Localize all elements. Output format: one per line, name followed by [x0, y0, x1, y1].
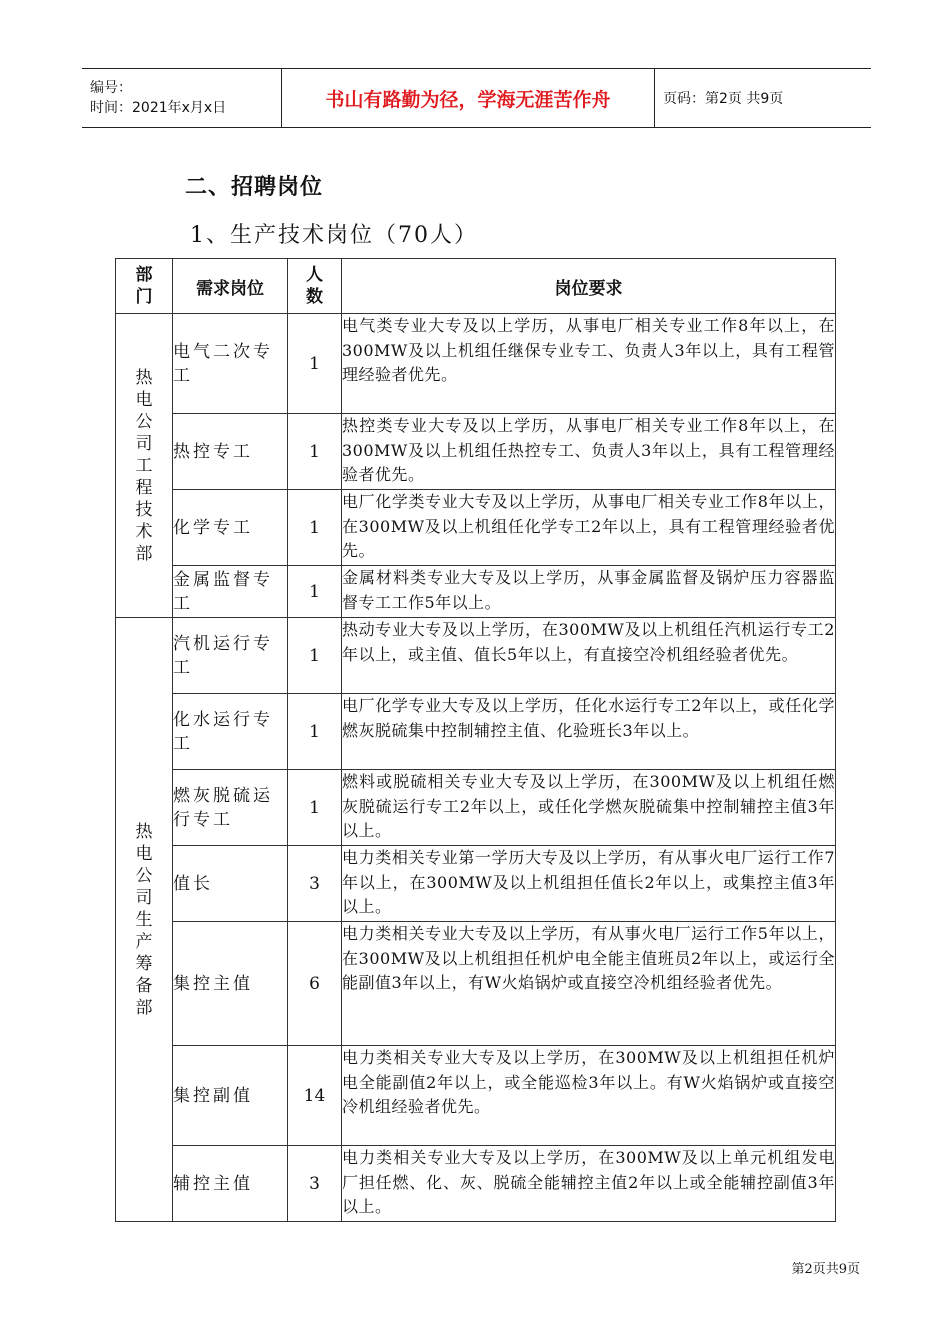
- requirement-cell: 电力类相关专业大专及以上学历，在300MW及以上机组担任机炉电全能副值2年以上，或全能巡检3年以上。有W火焰锅炉或直接空冷机组经验者优先。: [342, 1046, 836, 1146]
- position-cell: 辅控主值: [173, 1146, 288, 1222]
- requirement-cell: 热动专业大专及以上学历，在300MW及以上机组任汽机运行专工2年以上，或主值、值长5年以上，有直接空冷机组经验者优先。: [342, 618, 836, 694]
- header-count: 人数: [288, 259, 342, 314]
- dept-cell: 热电公司工程技术部: [116, 314, 173, 618]
- table-row: [116, 846, 836, 922]
- header-page-label: 页码：第2页 共9页: [663, 91, 784, 107]
- table-row: [116, 490, 836, 566]
- count-cell: 1: [288, 314, 342, 414]
- header-motto-cell: [282, 69, 655, 127]
- header-dept: 部门: [116, 259, 173, 314]
- requirement-cell: 电力类相关专业大专及以上学历，有从事火电厂运行工作5年以上，在300MW及以上机组担任机炉电全能主值班员2年以上，或运行全能副值3年以上，有W火焰锅炉或直接空冷机组经验者优先。: [342, 922, 836, 1046]
- requirement-cell: 燃料或脱硫相关专业大专及以上学历，在300MW及以上机组任燃灰脱硫运行专工2年以上，或任化学燃灰脱硫集中控制辅控主值3年以上。: [342, 770, 836, 846]
- count-cell: 1: [288, 490, 342, 566]
- requirement-cell: 金属材料类专业大专及以上学历，从事金属监督及锅炉压力容器监督专工工作5年以上。: [342, 566, 836, 618]
- count-cell: 1: [288, 770, 342, 846]
- table-row: [116, 770, 836, 846]
- page-footer: 第2页共9页: [791, 1262, 860, 1277]
- position-cell: 值长: [173, 846, 288, 922]
- count-cell: 3: [288, 846, 342, 922]
- table-row: [116, 1146, 836, 1222]
- doc-time-label: 时间：2021年x月x日: [90, 100, 227, 116]
- section-title: 二、招聘岗位: [185, 175, 324, 200]
- position-cell: 化水运行专工: [173, 694, 288, 770]
- position-cell: 集控主值: [173, 922, 288, 1046]
- position-cell: 电气二次专工: [173, 314, 288, 414]
- header-requirement: 岗位要求: [342, 259, 836, 314]
- position-cell: 化学专工: [173, 490, 288, 566]
- requirement-cell: 电力类相关专业大专及以上学历，在300MW及以上单元机组发电厂担任燃、化、灰、脱硫全能辅控主值2年以上或全能辅控副值3年以上。: [342, 1146, 836, 1222]
- position-cell: 燃灰脱硫运行专工: [173, 770, 288, 846]
- doc-number-label: 编号：: [90, 80, 132, 96]
- dept-cell: 热电公司生产筹备部: [116, 618, 173, 1222]
- position-cell: 集控副值: [173, 1046, 288, 1146]
- requirement-cell: 热控类专业大专及以上学历，从事电厂相关专业工作8年以上，在300MW及以上机组任热控专工、负责人3年以上，具有工程管理经验者优先。: [342, 414, 836, 490]
- header-meta: [82, 69, 282, 127]
- table-row: [116, 414, 836, 490]
- table-row: [116, 1046, 836, 1146]
- count-cell: 3: [288, 1146, 342, 1222]
- page-header: [82, 68, 871, 128]
- sub-title: 1、生产技术岗位（70人）: [190, 223, 478, 248]
- count-cell: 1: [288, 618, 342, 694]
- requirement-cell: 电厂化学专业大专及以上学历，任化水运行专工2年以上，或任化学燃灰脱硫集中控制辅控主值、化验班长3年以上。: [342, 694, 836, 770]
- table-row: [116, 694, 836, 770]
- table-row: [116, 922, 836, 1046]
- count-cell: 6: [288, 922, 342, 1046]
- count-cell: 14: [288, 1046, 342, 1146]
- count-cell: 1: [288, 414, 342, 490]
- table-row: [116, 566, 836, 618]
- position-cell: 汽机运行专工: [173, 618, 288, 694]
- count-cell: 1: [288, 694, 342, 770]
- table-header-row: [116, 259, 836, 314]
- position-cell: 热控专工: [173, 414, 288, 490]
- requirement-cell: 电厂化学类专业大专及以上学历，从事电厂相关专业工作8年以上，在300MW及以上机组任化学专工2年以上，具有工程管理经验者优先。: [342, 490, 836, 566]
- table-row: [116, 618, 836, 694]
- count-cell: 1: [288, 566, 342, 618]
- requirement-cell: 电力类相关专业第一学历大专及以上学历，有从事火电厂运行工作7年以上，在300MW及以上机组担任值长2年以上，或集控主值3年以上。: [342, 846, 836, 922]
- header-motto: 书山有路勤为径，学海无涯苦作舟: [325, 88, 611, 111]
- position-cell: 金属监督专工: [173, 566, 288, 618]
- recruitment-table: [115, 258, 836, 1222]
- table-row: [116, 314, 836, 414]
- header-position: 需求岗位: [173, 259, 288, 314]
- requirement-cell: 电气类专业大专及以上学历，从事电厂相关专业工作8年以上，在300MW及以上机组任继保专业专工、负责人3年以上，具有工程管理经验者优先。: [342, 314, 836, 414]
